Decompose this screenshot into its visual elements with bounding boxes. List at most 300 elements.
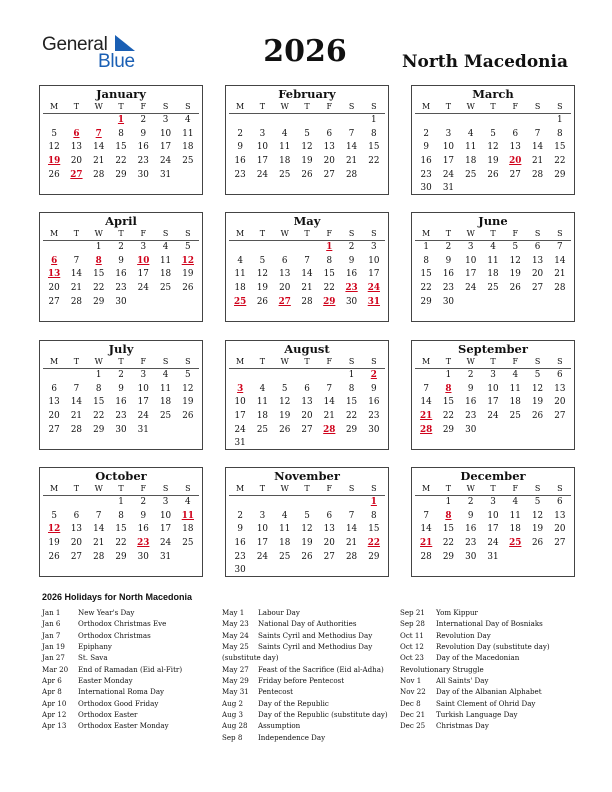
day-cell: 7 (73, 255, 80, 266)
empty-cell (65, 496, 87, 510)
day-cell: 12 (487, 142, 499, 153)
holiday-day-cell: 1 (326, 242, 333, 252)
day-cell: 21 (345, 156, 358, 167)
day-cell: 17 (137, 269, 149, 280)
day-cell: 27 (509, 169, 521, 180)
empty-cell (274, 369, 296, 383)
weekday-header: T (110, 356, 132, 369)
day-cell: 25 (509, 411, 521, 422)
day-cell: 22 (93, 411, 105, 422)
day-cell: 16 (234, 156, 246, 167)
day-cell: 3 (162, 497, 169, 507)
weekday-header: T (251, 483, 273, 496)
empty-cell (43, 369, 65, 383)
day-cell: 26 (531, 538, 544, 549)
month-may (225, 212, 389, 322)
day-cell: 16 (115, 397, 127, 408)
day-cell: 8 (557, 128, 563, 139)
day-cell: 3 (467, 242, 474, 252)
weekday-header: T (482, 228, 504, 241)
weekday-header: T (296, 356, 318, 369)
day-cell: 15 (115, 142, 127, 153)
day-cell: 23 (115, 283, 127, 294)
brand-name-general: General (42, 34, 108, 55)
day-cell: 15 (93, 397, 105, 408)
day-cell: 19 (509, 269, 521, 280)
holiday-day-cell: 11 (181, 510, 194, 521)
month-name: December (460, 469, 526, 483)
day-cell: 17 (487, 397, 499, 408)
holiday-day-cell: 1 (117, 115, 125, 125)
day-cell: 5 (304, 510, 310, 521)
weekday-header: M (229, 228, 251, 241)
day-cell: 18 (234, 283, 246, 294)
holiday-date: Jan 7 (42, 630, 61, 640)
day-cell: 24 (159, 538, 172, 549)
day-cell: 13 (323, 524, 335, 535)
day-cell: 20 (554, 397, 566, 408)
day-cell: 6 (326, 128, 333, 139)
weekday-header: M (43, 101, 65, 114)
holiday-row (400, 709, 550, 720)
day-cell: 14 (554, 255, 566, 266)
day-cell: 13 (301, 397, 313, 408)
day-cell: 5 (304, 128, 310, 139)
weekday-header: F (318, 228, 340, 241)
holiday-date: May 31 (222, 687, 249, 697)
day-cell: 29 (93, 424, 105, 435)
holiday-day-cell: 28 (420, 424, 433, 435)
day-cell: 9 (371, 383, 377, 394)
holiday-date: Dec 8 (400, 698, 421, 708)
holiday-name: Saints Cyril and Methodius Day (258, 630, 373, 640)
weekday-header: T (65, 101, 87, 114)
holiday-row (42, 630, 182, 641)
day-cell: 30 (368, 424, 380, 435)
day-cell: 9 (423, 142, 429, 153)
day-cell: 5 (185, 242, 191, 252)
holiday-name: Christmas Day (436, 721, 489, 731)
day-cell: 23 (368, 411, 380, 422)
day-cell: 28 (345, 551, 358, 562)
day-cell: 12 (48, 142, 60, 153)
day-cell: 30 (137, 551, 149, 562)
holiday-name: Revolutionary Struggle (400, 664, 484, 674)
weekday-header: T (65, 356, 87, 369)
day-cell: 26 (182, 411, 194, 422)
day-cell: 25 (256, 424, 269, 435)
day-cell: 26 (487, 169, 499, 180)
month-grid (40, 483, 202, 564)
day-cell: 19 (301, 538, 313, 549)
day-cell: 9 (140, 510, 147, 521)
day-cell: 5 (281, 383, 288, 394)
day-cell: 18 (465, 156, 477, 167)
day-cell: 26 (279, 424, 291, 435)
holiday-date: Jan 19 (42, 642, 65, 652)
day-cell: 18 (509, 524, 521, 535)
day-cell: 27 (323, 169, 335, 180)
day-cell: 27 (48, 296, 60, 307)
day-cell: 31 (159, 169, 172, 180)
day-cell: 1 (423, 242, 429, 252)
month-grid (412, 101, 574, 196)
day-cell: 5 (51, 510, 57, 521)
month-grid (226, 483, 388, 578)
weekday-header: W (460, 356, 482, 369)
holiday-name: Easter Monday (78, 676, 133, 686)
day-cell: 1 (95, 370, 102, 380)
day-cell: 27 (48, 424, 60, 435)
weekday-header: T (251, 101, 273, 114)
empty-cell (318, 114, 340, 128)
weekday-header: T (437, 228, 459, 241)
holiday-name: All Saints' Day (436, 676, 489, 686)
day-cell: 21 (70, 411, 83, 422)
day-cell: 10 (465, 255, 477, 266)
weekday-header: F (504, 356, 526, 369)
day-cell: 29 (345, 424, 358, 435)
day-cell: 30 (345, 296, 358, 307)
holiday-day-cell: 19 (48, 156, 61, 167)
country-name: North Macedonia (401, 52, 568, 72)
day-cell: 19 (182, 269, 194, 280)
weekday-header: M (229, 483, 251, 496)
weekday-header: T (251, 228, 273, 241)
holiday-date: Oct 23 (400, 653, 424, 663)
weekday-header: W (88, 228, 110, 241)
day-cell: 10 (487, 510, 499, 521)
day-cell: 14 (301, 269, 313, 280)
weekday-header: F (132, 228, 154, 241)
day-cell: 19 (279, 411, 291, 422)
empty-cell (251, 241, 273, 255)
weekday-header: T (251, 356, 273, 369)
day-cell: 13 (70, 142, 83, 153)
day-cell: 22 (115, 538, 127, 549)
weekday-header: S (549, 101, 571, 114)
day-cell: 13 (554, 383, 566, 394)
day-cell: 1 (95, 242, 102, 252)
day-cell: 7 (557, 242, 563, 252)
holiday-day-cell: 6 (51, 255, 58, 266)
day-cell: 25 (182, 156, 194, 167)
empty-cell (415, 369, 437, 383)
day-cell: 23 (234, 551, 246, 562)
day-cell: 31 (137, 424, 149, 435)
holiday-name: Saint Clement of Ohrid Day (436, 698, 536, 708)
holiday-name: St. Sava (78, 653, 108, 663)
weekday-header: S (526, 483, 548, 496)
holiday-date: Sep 21 (400, 608, 425, 617)
weekday-header: W (460, 101, 482, 114)
day-cell: 17 (137, 397, 149, 408)
day-cell: 30 (137, 169, 149, 180)
holiday-day-cell: 8 (445, 383, 452, 394)
day-cell: 18 (182, 142, 194, 153)
day-cell: 14 (420, 397, 432, 408)
day-cell: 2 (423, 128, 429, 139)
day-cell: 6 (51, 383, 57, 394)
day-cell: 21 (345, 538, 358, 549)
day-cell: 27 (70, 551, 83, 562)
holiday-day-cell: 13 (48, 269, 61, 280)
weekday-header: S (363, 483, 385, 496)
empty-cell (65, 114, 87, 128)
day-cell: 28 (70, 424, 83, 435)
day-cell: 12 (531, 510, 544, 521)
holiday-day-cell: 1 (370, 497, 377, 507)
day-cell: 18 (159, 269, 172, 280)
day-cell: 17 (159, 142, 172, 153)
day-cell: 3 (259, 510, 266, 521)
day-cell: 5 (512, 242, 519, 252)
day-cell: 15 (115, 524, 127, 535)
day-cell: 9 (467, 510, 474, 521)
month-name: July (108, 342, 134, 356)
day-cell: 18 (487, 269, 499, 280)
weekday-header: W (274, 356, 296, 369)
holiday-name: Orthodox Good Friday (78, 698, 159, 708)
day-cell: 3 (490, 497, 496, 507)
day-cell: 9 (237, 524, 243, 535)
day-cell: 19 (301, 156, 313, 167)
page-title-year: 2026 (263, 34, 347, 69)
day-cell: 25 (279, 551, 291, 562)
weekday-header: S (363, 356, 385, 369)
holiday-name: Orthodox Easter (78, 710, 138, 720)
holiday-column (222, 607, 388, 743)
day-cell: 27 (554, 411, 566, 422)
day-cell: 17 (256, 156, 269, 167)
day-cell: 11 (234, 269, 246, 280)
day-cell: 16 (137, 524, 149, 535)
month-grid (40, 228, 202, 309)
day-cell: 1 (348, 370, 355, 380)
day-cell: 29 (368, 551, 380, 562)
holiday-date: Mar 20 (42, 664, 69, 674)
holiday-date: Apr 6 (42, 676, 62, 686)
empty-cell (318, 496, 340, 510)
month-august (225, 340, 389, 450)
empty-cell (482, 114, 504, 128)
day-cell: 29 (93, 296, 105, 307)
day-cell: 10 (137, 383, 149, 394)
weekday-header: W (274, 483, 296, 496)
day-cell: 10 (159, 128, 172, 139)
weekday-header: T (437, 356, 459, 369)
day-cell: 6 (304, 383, 310, 394)
holiday-row (400, 652, 550, 663)
day-cell: 22 (420, 283, 432, 294)
day-cell: 27 (301, 424, 313, 435)
day-cell: 7 (73, 383, 80, 394)
day-cell: 29 (115, 169, 127, 180)
day-cell: 22 (345, 411, 358, 422)
day-cell: 24 (159, 156, 172, 167)
weekday-header: S (177, 483, 199, 496)
holiday-row (42, 652, 182, 663)
holiday-date: Oct 12 (400, 642, 424, 652)
day-cell: 3 (162, 115, 169, 125)
weekday-header: W (274, 101, 296, 114)
weekday-header: S (154, 356, 176, 369)
holiday-day-cell: 31 (367, 296, 380, 307)
day-cell: 28 (70, 296, 83, 307)
holiday-name: Day of the Albanian Alphabet (436, 687, 542, 697)
holiday-row (42, 607, 182, 618)
holiday-row (222, 664, 388, 675)
day-cell: 29 (420, 296, 432, 307)
day-cell: 8 (348, 383, 355, 394)
day-cell: 23 (234, 169, 246, 180)
holiday-day-cell: 23 (345, 283, 358, 294)
day-cell: 24 (487, 538, 499, 549)
day-cell: 5 (185, 370, 191, 380)
day-cell: 29 (442, 424, 455, 435)
empty-cell (88, 114, 110, 128)
day-cell: 23 (137, 156, 149, 167)
holiday-row (222, 618, 388, 629)
empty-cell (415, 114, 437, 128)
day-cell: 18 (159, 397, 172, 408)
month-name: March (472, 87, 514, 101)
day-cell: 13 (531, 255, 544, 266)
day-cell: 17 (442, 156, 455, 167)
day-cell: 13 (509, 142, 521, 153)
day-cell: 6 (73, 510, 80, 521)
weekday-header: W (88, 483, 110, 496)
day-cell: 10 (234, 397, 246, 408)
holiday-row (400, 698, 550, 709)
day-cell: 24 (442, 169, 455, 180)
day-cell: 14 (345, 142, 358, 153)
day-cell: 5 (490, 128, 496, 139)
day-cell: 21 (301, 283, 313, 294)
day-cell: 18 (279, 156, 291, 167)
day-cell: 8 (371, 128, 377, 139)
day-cell: 8 (371, 510, 377, 521)
month-december (411, 467, 575, 577)
day-cell: 10 (159, 510, 172, 521)
day-cell: 20 (323, 156, 335, 167)
day-cell: 2 (467, 370, 474, 380)
day-cell: 15 (93, 269, 105, 280)
day-cell: 14 (70, 269, 83, 280)
day-cell: 26 (301, 169, 313, 180)
weekday-header: S (526, 356, 548, 369)
holiday-row (400, 686, 550, 697)
weekday-header: S (363, 228, 385, 241)
weekday-header: S (177, 101, 199, 114)
holiday-date: Nov 22 (400, 687, 426, 697)
day-cell: 12 (509, 255, 521, 266)
holiday-day-cell: 8 (95, 255, 102, 266)
brand-logo (42, 34, 142, 70)
month-name: June (478, 214, 508, 228)
month-grid (226, 228, 388, 309)
day-cell: 12 (256, 269, 269, 280)
day-cell: 14 (323, 397, 335, 408)
brand-name-blue: Blue (98, 51, 135, 72)
holiday-day-cell: 25 (234, 296, 247, 307)
holiday-row (42, 641, 182, 652)
weekday-header: M (43, 356, 65, 369)
day-cell: 21 (323, 411, 335, 422)
empty-cell (65, 241, 87, 255)
day-cell: 5 (534, 497, 541, 507)
day-cell: 18 (182, 524, 194, 535)
day-cell: 1 (557, 115, 563, 125)
weekday-header: T (110, 483, 132, 496)
day-cell: 13 (554, 510, 566, 521)
holiday-date: Apr 13 (42, 721, 67, 731)
empty-cell (437, 114, 459, 128)
holiday-row (42, 709, 182, 720)
day-cell: 29 (115, 551, 127, 562)
day-cell: 17 (368, 269, 380, 280)
holiday-row (222, 630, 388, 641)
day-cell: 23 (420, 169, 432, 180)
empty-cell (318, 369, 340, 383)
day-cell: 7 (348, 128, 355, 139)
month-grid (226, 356, 388, 451)
holiday-name: Day of the Macedonian (436, 653, 520, 663)
day-cell: 17 (465, 269, 477, 280)
month-april (39, 212, 203, 322)
day-cell: 20 (70, 156, 83, 167)
holiday-row (400, 641, 550, 652)
day-cell: 3 (259, 128, 266, 139)
holiday-date: Oct 11 (400, 630, 424, 640)
empty-cell (504, 114, 526, 128)
day-cell: 6 (557, 497, 563, 507)
day-cell: 18 (256, 411, 269, 422)
day-cell: 15 (554, 142, 566, 153)
day-cell: 13 (323, 142, 335, 153)
holiday-day-cell: 12 (181, 255, 194, 266)
month-november (225, 467, 389, 577)
empty-cell (296, 114, 318, 128)
day-cell: 7 (534, 128, 541, 139)
empty-cell (460, 114, 482, 128)
day-cell: 18 (279, 538, 291, 549)
holiday-row (400, 664, 550, 675)
month-name: September (458, 342, 528, 356)
day-cell: 9 (467, 383, 474, 394)
day-cell: 19 (487, 156, 499, 167)
day-cell: 16 (137, 142, 149, 153)
holiday-day-cell: 25 (509, 538, 522, 549)
holiday-day-cell: 6 (73, 128, 80, 139)
day-cell: 13 (70, 524, 83, 535)
day-cell: 24 (256, 551, 269, 562)
day-cell: 26 (256, 296, 269, 307)
day-cell: 9 (118, 383, 124, 394)
day-cell: 17 (487, 524, 499, 535)
holiday-date: May 1 (222, 608, 245, 617)
day-cell: 4 (281, 128, 288, 139)
weekday-header: W (88, 356, 110, 369)
day-cell: 8 (118, 510, 124, 521)
day-cell: 28 (93, 551, 105, 562)
day-cell: 9 (445, 255, 452, 266)
day-cell: 3 (445, 128, 452, 139)
day-cell: 26 (48, 169, 60, 180)
weekday-header: T (437, 101, 459, 114)
day-cell: 30 (234, 565, 246, 576)
month-name: November (274, 469, 340, 483)
